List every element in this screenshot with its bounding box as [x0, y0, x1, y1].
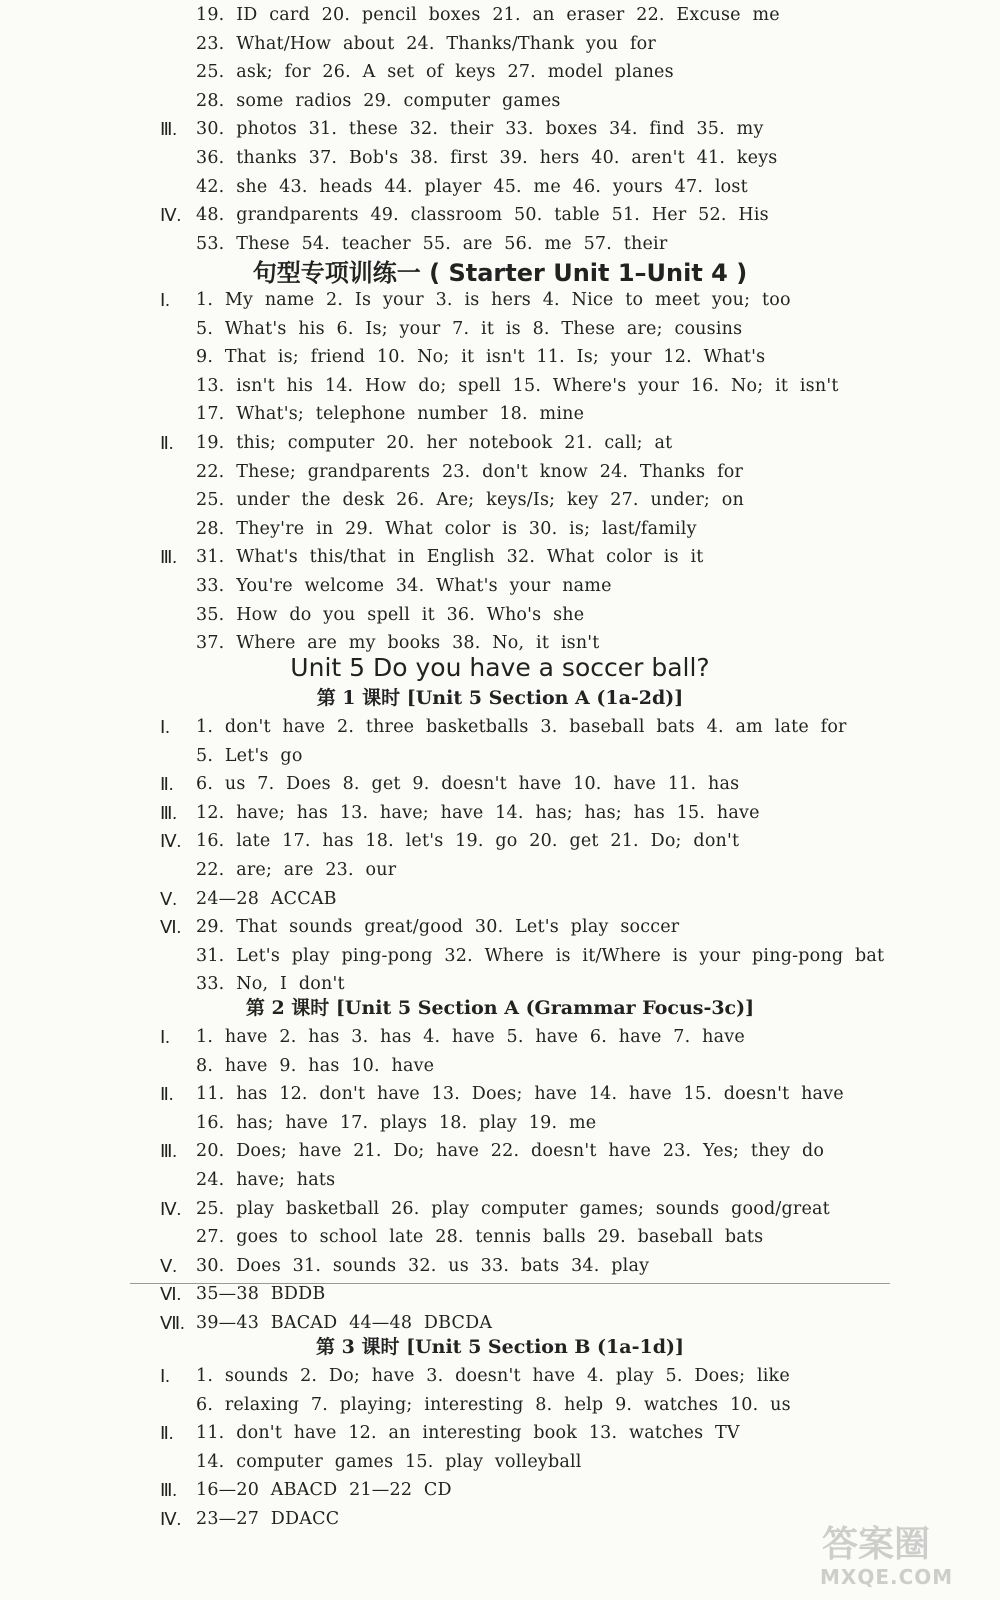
section-numeral: Ⅱ.	[160, 1084, 174, 1104]
answer-text: 1. sounds 2. Do; have 3. doesn't have 4. play 5. Does; like	[196, 1366, 790, 1386]
answer-text: 11. don't have 12. an interesting book 13. watches TV	[196, 1423, 740, 1443]
answer-text: 53. These 54. teacher 55. are 56. me 57. their	[196, 234, 668, 254]
answer-text: 19. ID card 20. pencil boxes 21. an eraser 22. Excuse me	[196, 5, 780, 25]
answer-text: 35—38 BDDB	[196, 1284, 326, 1304]
section-numeral: Ⅰ.	[160, 290, 170, 310]
answer-text: 33. You're welcome 34. What's your name	[196, 576, 612, 596]
answer-text: 27. goes to school late 28. tennis balls 29. baseball bats	[196, 1227, 764, 1247]
answer-text: 24—28 ACCAB	[196, 889, 337, 909]
watermark-url: MXQE.COM	[820, 1565, 954, 1589]
lesson-title: 第 3 课时 [Unit 5 Section B (1a-1d)]	[316, 1336, 684, 1358]
section-numeral: Ⅲ.	[160, 1141, 177, 1161]
section-heading: 句型专项训练一 ( Starter Unit 1–Unit 4 )	[252, 259, 748, 287]
answer-text: 20. Does; have 21. Do; have 22. doesn't have 23. Yes; they do	[196, 1141, 825, 1161]
answer-text: 39—43 BACAD 44—48 DBCDA	[196, 1313, 493, 1333]
answer-text: 35. How do you spell it 36. Who's she	[196, 605, 585, 625]
answer-text: 36. thanks 37. Bob's 38. first 39. hers 40. aren't 41. keys	[196, 148, 778, 168]
answer-text: 25. ask; for 26. A set of keys 27. model planes	[196, 62, 674, 82]
section-numeral: Ⅰ.	[160, 1027, 170, 1047]
answer-text: 42. she 43. heads 44. player 45. me 46. yours 47. lost	[196, 177, 748, 197]
answer-text: 11. has 12. don't have 13. Does; have 14. have 15. doesn't have	[196, 1084, 844, 1104]
unit-title: Unit 5 Do you have a soccer ball?	[290, 653, 710, 682]
answer-text: 8. have 9. has 10. have	[196, 1056, 435, 1076]
answer-text: 31. What's this/that in English 32. What color is it	[196, 547, 704, 567]
answer-text: 37. Where are my books 38. No, it isn't	[196, 633, 600, 653]
section-numeral: Ⅳ.	[160, 1199, 182, 1219]
answer-text: 29. That sounds great/good 30. Let's play soccer	[196, 917, 680, 937]
answer-text: 33. No, I don't	[196, 974, 345, 994]
section-numeral: Ⅳ.	[160, 831, 182, 851]
section-numeral: Ⅰ.	[160, 717, 170, 737]
section-numeral: Ⅳ.	[160, 205, 182, 225]
answer-text: 22. are; are 23. our	[196, 860, 397, 880]
section-numeral: Ⅰ.	[160, 1366, 170, 1386]
section-numeral: Ⅲ.	[160, 119, 177, 139]
answer-text: 28. They're in 29. What color is 30. is; last/family	[196, 519, 697, 539]
answer-text: 6. us 7. Does 8. get 9. doesn't have 10. have 11. has	[196, 774, 740, 794]
section-numeral: Ⅲ.	[160, 547, 177, 567]
answer-text: 22. These; grandparents 23. don't know 24. Thanks for	[196, 462, 744, 482]
section-numeral: Ⅲ.	[160, 1480, 177, 1500]
answer-text: 1. don't have 2. three basketballs 3. baseball bats 4. am late for	[196, 717, 847, 737]
answer-text: 19. this; computer 20. her notebook 21. call; at	[196, 433, 673, 453]
section-numeral: Ⅱ.	[160, 433, 174, 453]
answer-text: 16. late 17. has 18. let's 19. go 20. get 21. Do; don't	[196, 831, 740, 851]
answer-text: 1. My name 2. Is your 3. is hers 4. Nice to meet you; too	[196, 290, 791, 310]
answer-text: 13. isn't his 14. How do; spell 15. Where's your 16. No; it isn't	[196, 376, 839, 396]
answer-text: 48. grandparents 49. classroom 50. table 51. Her 52. His	[196, 205, 769, 225]
section-numeral: Ⅶ.	[160, 1313, 185, 1333]
answer-text: 31. Let's play ping-pong 32. Where is it/Where is your ping-pong bat	[196, 946, 885, 966]
answer-text: 28. some radios 29. computer games	[196, 91, 561, 111]
section-numeral: Ⅳ.	[160, 1509, 182, 1529]
answer-text: 9. That is; friend 10. No; it isn't 11. Is; your 12. What's	[196, 347, 766, 367]
answer-text: 1. have 2. has 3. has 4. have 5. have 6. have 7. have	[196, 1027, 745, 1047]
section-numeral: Ⅴ.	[160, 889, 177, 909]
answer-text: 16—20 ABACD 21—22 CD	[196, 1480, 452, 1500]
answer-text: 30. Does 31. sounds 32. us 33. bats 34. play	[196, 1256, 650, 1276]
watermark-logo: 答案圈	[822, 1524, 931, 1565]
answer-text: 23. What/How about 24. Thanks/Thank you for	[196, 34, 656, 54]
answer-text: 30. photos 31. these 32. their 33. boxes 34. find 35. my	[196, 119, 764, 139]
lesson-title: 第 2 课时 [Unit 5 Section A (Grammar Focus-3c)]	[245, 997, 755, 1019]
section-numeral: Ⅵ.	[160, 917, 182, 937]
divider-rule	[130, 1283, 890, 1284]
answer-text: 5. Let's go	[196, 746, 303, 766]
section-numeral: Ⅵ.	[160, 1284, 182, 1304]
section-numeral: Ⅱ.	[160, 774, 174, 794]
answer-text: 24. have; hats	[196, 1170, 336, 1190]
answer-text: 16. has; have 17. plays 18. play 19. me	[196, 1113, 597, 1133]
answer-text: 14. computer games 15. play volleyball	[196, 1452, 582, 1472]
answer-text: 5. What's his 6. Is; your 7. it is 8. These are; cousins	[196, 319, 743, 339]
answer-text: 25. under the desk 26. Are; keys/Is; key 27. under; on	[196, 490, 744, 510]
answer-text: 12. have; has 13. have; have 14. has; has; has 15. have	[196, 803, 760, 823]
answer-text: 23—27 DDACC	[196, 1509, 340, 1529]
answer-text: 25. play basketball 26. play computer games; sounds good/great	[196, 1199, 830, 1219]
section-numeral: Ⅴ.	[160, 1256, 177, 1276]
answer-text: 6. relaxing 7. playing; interesting 8. help 9. watches 10. us	[196, 1395, 791, 1415]
lesson-title: 第 1 课时 [Unit 5 Section A (1a-2d)]	[316, 687, 684, 709]
section-numeral: Ⅲ.	[160, 803, 177, 823]
answer-text: 17. What's; telephone number 18. mine	[196, 404, 585, 424]
section-numeral: Ⅱ.	[160, 1423, 174, 1443]
